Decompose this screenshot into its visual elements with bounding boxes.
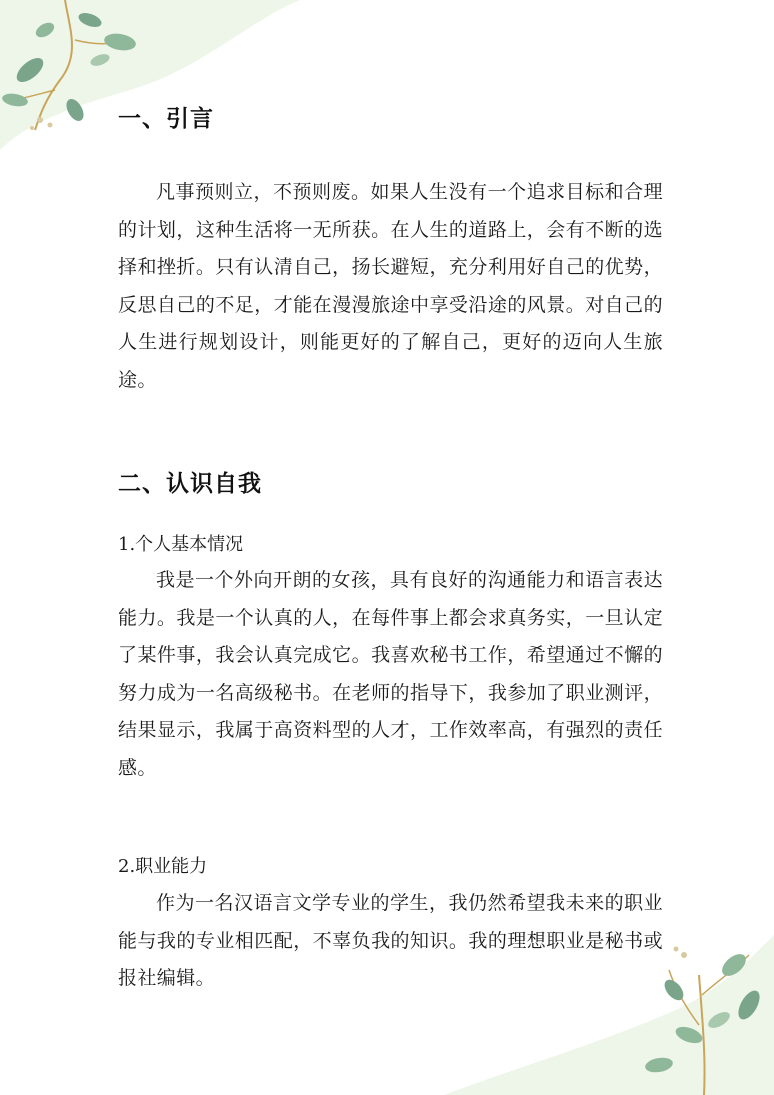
section-heading-intro: 一、引言 [118, 106, 214, 132]
basic-info-paragraph: 我是一个外向开朗的女孩，具有良好的沟通能力和语言表达能力。我是一个认真的人，在每件事上都会求真务实，一旦认定了某件事，我会认真完成它。我喜欢秘书工作，希望通过不懈的努力成为一名高级秘书。在老师的指导下，我参加了职业测评，结果显示，我属于高资料型的人才，工作效率高，有强烈的责任感。 [118, 569, 663, 779]
subsection-title-basic: 1.个人基本情况 [118, 534, 244, 555]
ability-paragraph: 作为一名汉语言文学专业的学生，我仍然希望我未来的职业能与我的专业相匹配，不辜负我的知识。我的理想职业是秘书或报社编辑。 [118, 892, 663, 990]
intro-paragraph: 凡事预则立，不预则废。如果人生没有一个追求目标和合理的计划，这种生活将一无所获。在人生的道路上，会有不断的选择和挫折。只有认清自己，扬长避短，充分利用好自己的优势，反思自己的不足，才能在漫漫旅途中享受沿途的风景。对自己的人生进行规划设计，则能更好的了解自己，更好的迈向人生旅途。 [118, 181, 663, 391]
section-heading-self: 二、认识自我 [118, 471, 262, 497]
subsection-title-ability: 2.职业能力 [118, 856, 208, 877]
